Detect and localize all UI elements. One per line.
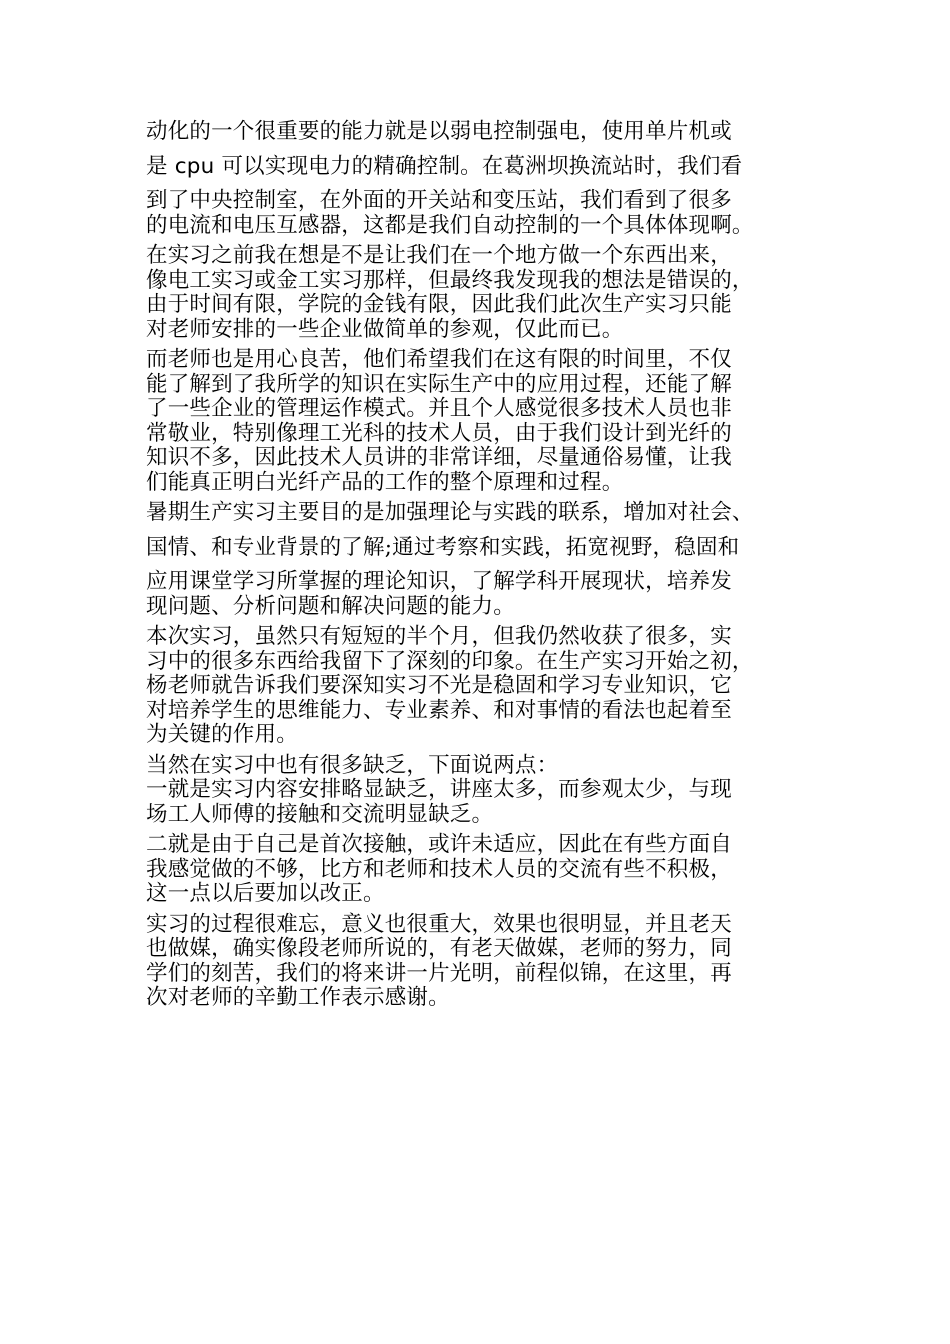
- text-line: 实习的过程很难忘，意义也很重大，效果也很明显，并且老天: [146, 911, 732, 937]
- text-line: 我感觉做的不够，比方和老师和技术人员的交流有些不积极，: [146, 856, 732, 882]
- text-line: 场工人师傅的接触和交流明显缺乏。: [146, 801, 494, 827]
- text-line: 而老师也是用心良苦，他们希望我们在这有限的时间里，不仅: [146, 347, 732, 372]
- text-line: 在实习之前我在想是不是让我们在一个地方做一个东西出来，: [146, 243, 732, 268]
- text-line: 本次实习，虽然只有短短的半个月，但我仍然收获了很多，实: [146, 624, 732, 649]
- text-line: 了一些企业的管理运作模式。并且个人感觉很多技术人员也非: [146, 396, 732, 421]
- text-line: 也做媒，确实像段老师所说的，有老天做媒，老师的努力，同: [146, 936, 732, 961]
- text-line: 次对老师的辛勤工作表示感谢。: [146, 985, 450, 1010]
- text-line: 当然在实习中也有很多缺乏，下面说两点：: [146, 752, 559, 778]
- text-line: 们能真正明白光纤产品的工作的整个原理和过程。: [146, 469, 624, 495]
- text-line: 习中的很多东西给我留下了深刻的印象。在生产实习开始之初，: [146, 648, 754, 674]
- text-line: 的电流和电压互感器，这都是我们自动控制的一个具体体现啊。: [146, 212, 754, 238]
- text-line: 国情、和专业背景的了解;通过考察和实践，拓宽视野，稳固和: [146, 534, 740, 560]
- body-text: [146, 120, 826, 1011]
- text-line: 到了中央控制室，在外面的开关站和变压站，我们看到了很多: [146, 188, 732, 213]
- text-line: 现问题、分析问题和解决问题的能力。: [146, 593, 515, 619]
- text-line: 一就是实习内容安排略显缺乏，讲座太多，而参观太少，与现: [146, 777, 732, 802]
- text-line: 对培养学生的思维能力、专业素养、和对事情的看法也起着至: [146, 697, 732, 723]
- text-line: 应用课堂学习所掌握的理论知识，了解学科开展现状，培养发: [146, 569, 732, 594]
- text-line: 能了解到了我所学的知识在实际生产中的应用过程，还能了解: [146, 371, 732, 397]
- text-line: 杨老师就告诉我们要深知实习不光是稳固和学习专业知识，它: [146, 673, 732, 698]
- text-line: 像电工实习或金工实习那样，但最终我发现我的想法是错误的，: [146, 267, 754, 293]
- text-line: 学们的刻苦，我们的将来讲一片光明，前程似锦，在这里，再: [146, 960, 732, 986]
- text-line: 为关键的作用。: [146, 722, 298, 747]
- text-line: 常敬业，特别像理工光科的技术人员，由于我们设计到光纤的: [146, 420, 732, 446]
- text-line: 这一点以后要加以改正。: [146, 881, 385, 906]
- text-line: 暑期生产实习主要目的是加强理论与实践的联系，增加对社会、: [146, 500, 754, 525]
- text-line: 二就是由于自己是首次接触，或许未适应，因此在有些方面自: [146, 832, 732, 857]
- text-line: 由于时间有限，学院的金钱有限，因此我们此次生产实习只能: [146, 292, 732, 317]
- text-line: 动化的一个很重要的能力就是以弱电控制强电，使用单片机或: [146, 119, 732, 144]
- text-line: 知识不多，因此技术人员讲的非常详细，尽量通俗易懂，让我: [146, 445, 732, 470]
- text-line: 对老师安排的一些企业做简单的参观，仅此而已。: [146, 316, 624, 342]
- text-line: 是 cpu 可以实现电力的精确控制。在葛洲坝换流站时，我们看: [146, 153, 743, 179]
